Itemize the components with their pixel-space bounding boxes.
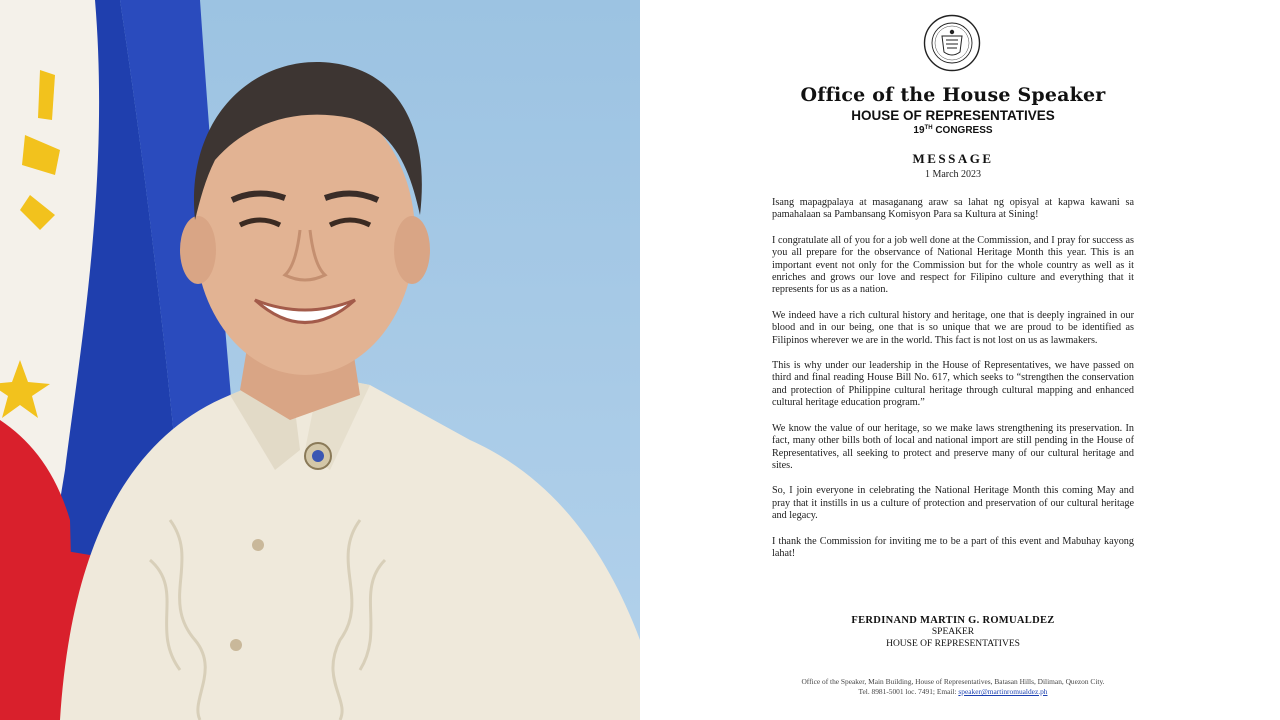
message-date: 1 March 2023 — [924, 169, 982, 180]
paragraph: We know the value of our heritage, so we make laws strengthening its preservation. In fact, many other bills both of local and national import are still pending in the House of Representatives, all seeking to protect and preserve many of our cultural heritage and sites. — [772, 422, 1134, 471]
signatory-title: SPEAKER — [931, 627, 975, 637]
house-title: HOUSE OF REPRESENTATIVES — [851, 108, 1055, 123]
paragraph: We indeed have a rich cultural history and heritage, one that is deeply ingrained in our blood and in our being, one that is so unique that we are proud to be identified as Filipinos wherever we are in the world. This fact is not lost on us as lawmakers. — [772, 309, 1134, 346]
signatory-name: FERDINAND MARTIN G. ROMUALDEZ — [851, 615, 1055, 626]
message-letter — [640, 0, 1280, 720]
paragraph: So, I join everyone in celebrating the National Heritage Month this coming May and pray that it instills in us a culture of protection and preservation of our cultural heritage and legacy. — [772, 485, 1134, 522]
paragraph: I congratulate all of you for a job well done at the Commission, and I pray for success as you all prepare for the observance of National Heritage Month this year. This is an important event not only for the Commission but for the whole country as well as it enriches and grows our love and respect for Filipino culture and everything that it represents for us as a nation. — [772, 234, 1134, 296]
signatory-org: HOUSE OF REPRESENTATIVES — [886, 639, 1020, 649]
signature-block — [640, 615, 1266, 650]
letter-footer — [640, 677, 1266, 697]
paragraph: I thank the Commission for inviting me to be a part of this event and Mabuhay kayong lahat! — [772, 535, 1134, 559]
paragraph: This is why under our leadership in the House of Representatives, we have passed on third and final reading House Bill No. 617, which seeks to “strengthen the conservation and protection of Philippine cultural heritage through cultural mapping and enhanced cultural heritage education program.” — [772, 360, 1134, 409]
footer-address: Office of the Speaker, Main Building, House of Representatives, Batasan Hills, Diliman, Quezon City. — [801, 677, 1105, 686]
message-body — [772, 197, 1134, 573]
house-seal-icon — [923, 14, 981, 72]
message-heading: MESSAGE — [912, 151, 994, 166]
email-link[interactable]: speaker@martinromualdez.ph — [958, 687, 1048, 696]
paragraph: Isang mapagpalaya at masaganang araw sa lahat ng opisyal at kapwa kawani sa pamahalaan sa Pambansang Komisyon Para sa Kultura at Sining! — [772, 197, 1134, 221]
footer-contact: Tel. 8981-5001 loc. 7491; Email: speaker@martinromualdez.ph — [858, 687, 1048, 696]
congress-label: 19TH CONGRESS — [913, 125, 993, 136]
office-title: Office of the House Speaker — [800, 84, 1106, 106]
